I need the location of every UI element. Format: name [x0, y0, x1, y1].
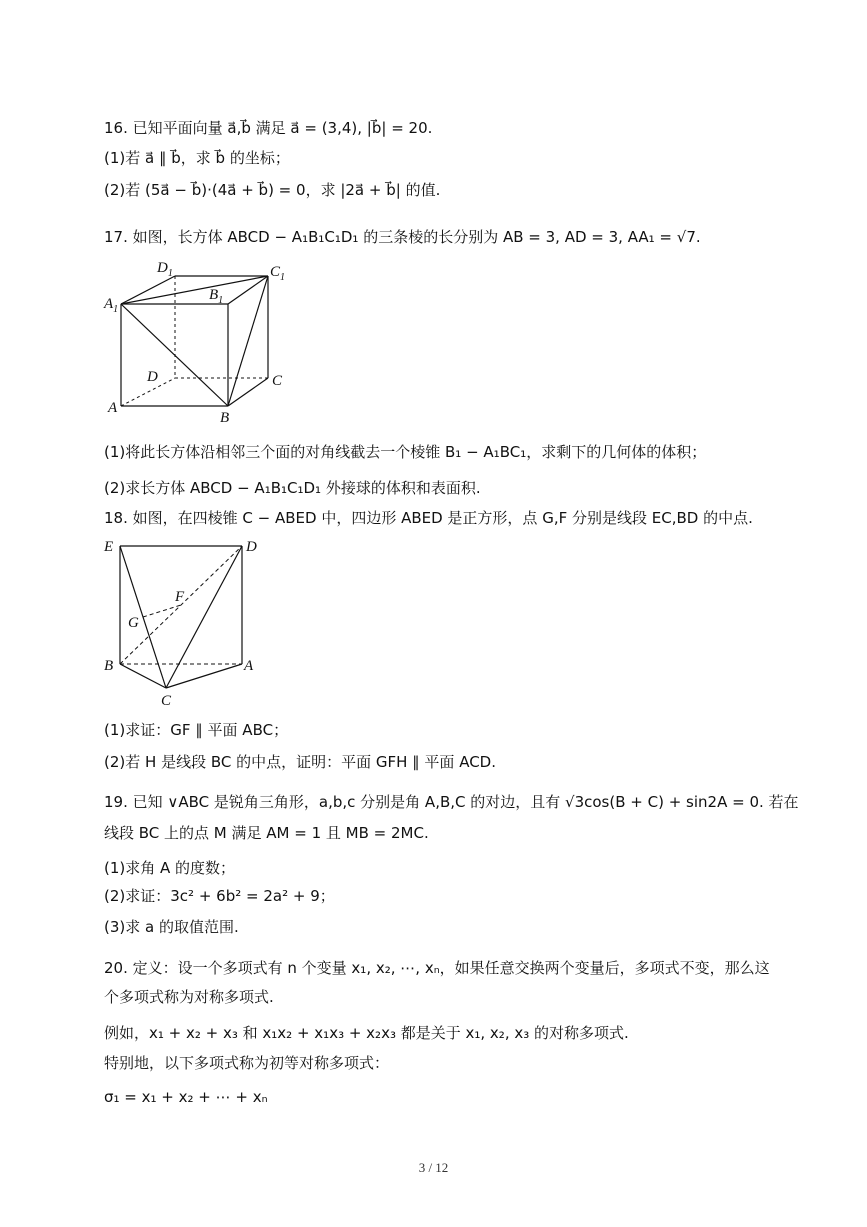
label-E: E [104, 539, 114, 555]
label-F: F [175, 589, 185, 605]
text-line-q17-stem: 17. 如图，长方体 ABCD − A₁B₁C₁D₁ 的三条棱的长分别为 AB = 3, AD = 3, AA₁ = √7. [104, 228, 701, 246]
segment-G-F [143, 605, 181, 617]
text-line-q19-p2: (2)求证：3c² + 6b² = 2a² + 9； [104, 887, 335, 905]
label-G: G [128, 615, 139, 631]
text-line-q20-example: 例如，x₁ + x₂ + x₃ 和 x₁x₂ + x₁x₃ + x₂x₃ 都是关于 x₁, x₂, x₃ 的对称多项式. [104, 1024, 629, 1042]
pyramid-edges [120, 546, 242, 688]
diag-B-D [120, 546, 242, 664]
edge-E-C [120, 546, 166, 688]
label-D1: $D_1$ [157, 260, 173, 279]
label-C: C [161, 693, 172, 709]
text-line-q19-stem2: 线段 BC 上的点 M 满足 AM = 1 且 MB = 2MC. [104, 824, 429, 842]
text-line-q16-p2: (2)若 (5a⃗ − b⃗)·(4a⃗ + b⃗) = 0，求 |2a⃗ + b⃗| 的值. [104, 181, 441, 199]
cuboid-labels [103, 260, 285, 426]
cuboid-edges [121, 276, 268, 406]
label-B: B [104, 658, 114, 674]
diag-A1-C1 [121, 276, 268, 304]
diag-A1-B [121, 304, 228, 406]
edge-D-C [166, 546, 242, 688]
text-line-q19-p1: (1)求角 A 的度数； [104, 859, 236, 877]
text-line-q20-sigma1: σ₁ = x₁ + x₂ + ⋯ + xₙ [104, 1088, 268, 1106]
label-C1: $C_1$ [270, 264, 286, 283]
text-line-q16-stem: 16. 已知平面向量 a⃗,b⃗ 满足 a⃗ = (3,4), |b⃗| = 20. [104, 119, 433, 137]
cuboid-hidden-edges [121, 276, 268, 406]
pyramid-labels [103, 539, 257, 709]
diag-B-C1 [228, 276, 268, 406]
label-C: C [272, 373, 283, 389]
edge-A-D [121, 378, 175, 406]
text-line-q16-p1: (1)若 a⃗ ∥ b⃗，求 b⃗ 的坐标； [104, 149, 290, 167]
edge-A1-D1 [121, 276, 175, 304]
edge-C1-B1 [228, 276, 268, 304]
edge-B-C [120, 664, 166, 688]
text-line-q18-p1: (1)求证：GF ∥ 平面 ABC； [104, 721, 289, 739]
edge-A-C [166, 664, 242, 688]
text-line-q19-stem: 19. 已知 ∨ABC 是锐角三角形，a,b,c 分别是角 A,B,C 的对边，且有 √3cos(B + C) + sin2A = 0. 若在 [104, 793, 799, 811]
text-line-q20-special: 特别地，以下多项式称为初等对称多项式： [104, 1054, 390, 1072]
text-line-q17-p1: (1)将此长方体沿相邻三个面的对角线截去一个棱锥 B₁ − A₁BC₁，求剩下的几何体的体积； [104, 443, 707, 461]
edge-B-C [228, 378, 268, 406]
label-A: A [244, 658, 254, 674]
label-D: D [246, 539, 257, 555]
text-line-q18-p2: (2)若 H 是线段 BC 的中点，证明：平面 GFH ∥ 平面 ACD. [104, 753, 496, 771]
text-line-q17-p2: (2)求长方体 ABCD − A₁B₁C₁D₁ 外接球的体积和表面积. [104, 479, 481, 497]
text-line-q20-stem2: 个多项式称为对称多项式. [104, 988, 274, 1006]
page-number: 3 / 12 [418, 1160, 449, 1175]
label-A: A [108, 400, 118, 416]
pyramid-hidden-edges [120, 546, 242, 664]
text-line-q19-p3: (3)求 a 的取值范围. [104, 918, 239, 936]
label-B1: $B_1$ [209, 287, 224, 306]
label-D: D [147, 369, 158, 385]
text-line-q20-stem: 20. 定义：设一个多项式有 n 个变量 x₁, x₂, ⋯, xₙ，如果任意交换两个变量后，多项式不变，那么这 [104, 959, 770, 977]
text-line-q18-stem: 18. 如图，在四棱锥 C − ABED 中，四边形 ABED 是正方形，点 G,F 分别是线段 EC,BD 的中点. [104, 509, 753, 527]
label-B: B [220, 410, 230, 426]
label-A1: $A_1$ [104, 296, 119, 315]
